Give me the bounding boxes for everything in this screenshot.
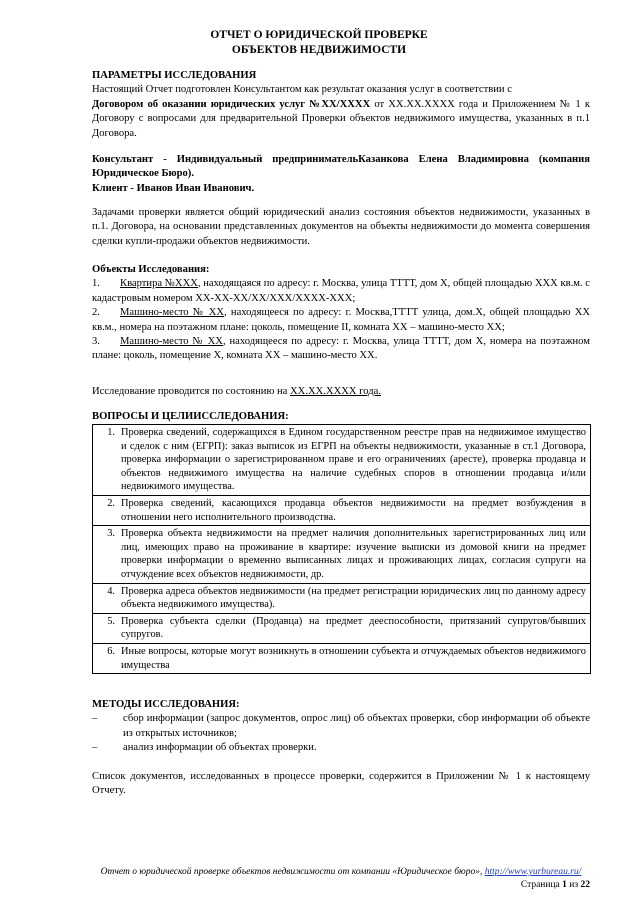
dash-bullet: – (92, 713, 98, 725)
tasks-paragraph: Задачами проверки является общий юридический анализ состояния объектов недвижимости, указанных в п.1. Договора, на основании представленных документов на объекты недвижимости до момента совершения сделки купли-продажи объектов недвижимости. (92, 207, 590, 247)
document-title (0, 28, 638, 58)
dash-bullet: – (92, 742, 98, 754)
params-text-2 (92, 98, 590, 141)
page-number (92, 879, 590, 892)
table-row (93, 643, 591, 673)
page-prefix: Страница (520, 880, 563, 890)
table-row (93, 613, 591, 643)
object-item-1 (92, 277, 590, 306)
contract-ref: Договором об оказании юридических услуг №XX/XXXX (92, 98, 371, 110)
question-num: 4. (107, 585, 115, 597)
objects-section (92, 263, 590, 364)
method-text: сбор информации (запрос документов, опрос лиц) об объектах проверки, сбор информации об объекте из открытых источников; (123, 713, 590, 739)
params-text-2-rest: от XX.XX.XXXX года и Приложением № 1 к Договору с вопросами для предварительной Проверки объектов недвижимого имущества, указанных в п.1 Договора. (92, 98, 590, 139)
object-item-3 (92, 335, 590, 364)
objects-heading: Объекты Исследования: (92, 264, 210, 275)
object-link[interactable]: Машино-место № XX (120, 336, 223, 348)
object-desc: , находящаяся по адресу: г. Москва, улица ТТТТ, дом Х, общей площадью XXX кв.м. с кадастровым номером XX-XX-XX/XX/XXX/XXXX-XXX; (92, 278, 591, 304)
table-cell (93, 495, 591, 525)
params-heading: ПАРАМЕТРЫ ИССЛЕДОВАНИЯ (92, 70, 257, 81)
state-date: XX.XX.XXXX года. (290, 386, 381, 397)
question-num: 5. (107, 615, 115, 627)
footer-text: Отчет о юридической проверке объектов недвижимости от компании «Юридическое бюро», (100, 867, 485, 877)
question-text: Проверка субъекта сделки (Продавца) на предмет дееспособности, притязаний супругов/бывших супругов. (121, 615, 586, 641)
methods-heading: МЕТОДЫ ИССЛЕДОВАНИЯ: (92, 699, 240, 710)
table-cell (93, 583, 591, 613)
page-mid: из (566, 880, 581, 890)
question-num: 3. (107, 528, 115, 540)
object-num: 2. (92, 307, 100, 319)
client-line: Клиент - Иванов Иван Иванович. (92, 182, 255, 194)
questions-heading: ВОПРОСЫ И ЦЕЛИИССЛЕДОВАНИЯ: (92, 411, 289, 422)
method-text: анализ информации об объектах проверки. (123, 742, 317, 754)
table-cell (93, 643, 591, 673)
table-cell (93, 613, 591, 643)
object-desc: , находящееся по адресу: г. Москва,ТТТТ улица, дом.Х, общей площадью XX кв.м., номера на поэтажном плане: цоколь, помещение II, комната XX – машино-место XX; (92, 307, 591, 333)
methods-section (92, 698, 590, 756)
question-num: 6. (107, 645, 115, 657)
parties-section (92, 153, 590, 196)
question-text: Иные вопросы, которые могут возникнуть в отношении субъекта и отчуждаемых объектов недвижимого имущества (121, 645, 586, 671)
question-text: Проверка объекта недвижимости на предмет наличия дополнительных зарегистрированных лиц или лиц, имеющих право на проживание в квартире: изучение выписки из домовой книги на предмет проверки информации о временно выписанных лицах и проживающих лицах, согласия супруги на отчуждение всех объектов недвижимости, др. (121, 528, 586, 580)
title-line-2: ОБЪЕКТОВ НЕДВИЖИМОСТИ (231, 44, 407, 56)
object-link[interactable]: Квартира №XXX (120, 278, 198, 290)
list-item (92, 712, 590, 741)
consultant-line: Консультант - Индивидуальный предпринимательКазанкова Елена Владимировна (компания Юридическое Бюро). (92, 154, 590, 180)
object-item-2 (92, 306, 590, 335)
page-total: 22 (580, 880, 590, 890)
questions-table (92, 424, 591, 674)
docs-note: Список документов, исследованных в процессе проверки, содержится в Приложении № 1 к настоящему Отчету. (92, 771, 590, 797)
question-num: 1. (107, 427, 115, 438)
table-row (93, 495, 591, 525)
table-row (93, 583, 591, 613)
table-row (93, 526, 591, 583)
question-text: Проверка сведений, содержащихся в Едином государственном реестре прав на недвижимое имущество и сделок с ним (ЕГРП): заказ выписок из ЕГРП на объекты недвижимости, указанные в ст.1 Договора, проверка информации о зарегистрированном праве и его ограничениях (аресте), проверка продавца и объектов недвижимого имущества на наличие судебных споров в отношении продавца и/или недвижимого имущества. (121, 427, 586, 493)
footer-link[interactable]: http://www.yurbureau.ru/ (484, 867, 582, 877)
page-current: 1 (562, 880, 567, 890)
params-section (92, 69, 590, 141)
page-footer (92, 866, 590, 892)
table-cell (93, 425, 591, 496)
object-desc: , находящееся по адресу: г. Москва, улица ТТТТ, дом Х, номера на поэтажном плане: цоколь, помещение Х, комната XX – машино-место XX. (92, 336, 590, 362)
state-line (92, 385, 590, 399)
object-num: 1. (92, 278, 100, 290)
question-num: 2. (107, 497, 115, 509)
question-text: Проверка сведений, касающихся продавца объектов недвижимости на предмет возбуждения в отношении него исполнительного производства. (121, 497, 586, 523)
object-num: 3. (92, 336, 100, 348)
state-text: Исследование проводится по состоянию на (92, 386, 291, 397)
list-item (92, 741, 590, 755)
title-line-1: ОТЧЕТ О ЮРИДИЧЕСКОЙ ПРОВЕРКЕ (210, 29, 428, 41)
params-text-1: Настоящий Отчет подготовлен Консультантом как результат оказания услуг в соответствии с (92, 84, 512, 96)
table-row (93, 425, 591, 496)
question-text: Проверка адреса объектов недвижимости (на предмет регистрации юридических лиц по данному адресу объекта недвижимого имущества). (121, 585, 586, 611)
object-link[interactable]: Машино-место № XX (120, 307, 225, 319)
table-cell (93, 526, 591, 583)
footer-line (92, 866, 590, 879)
